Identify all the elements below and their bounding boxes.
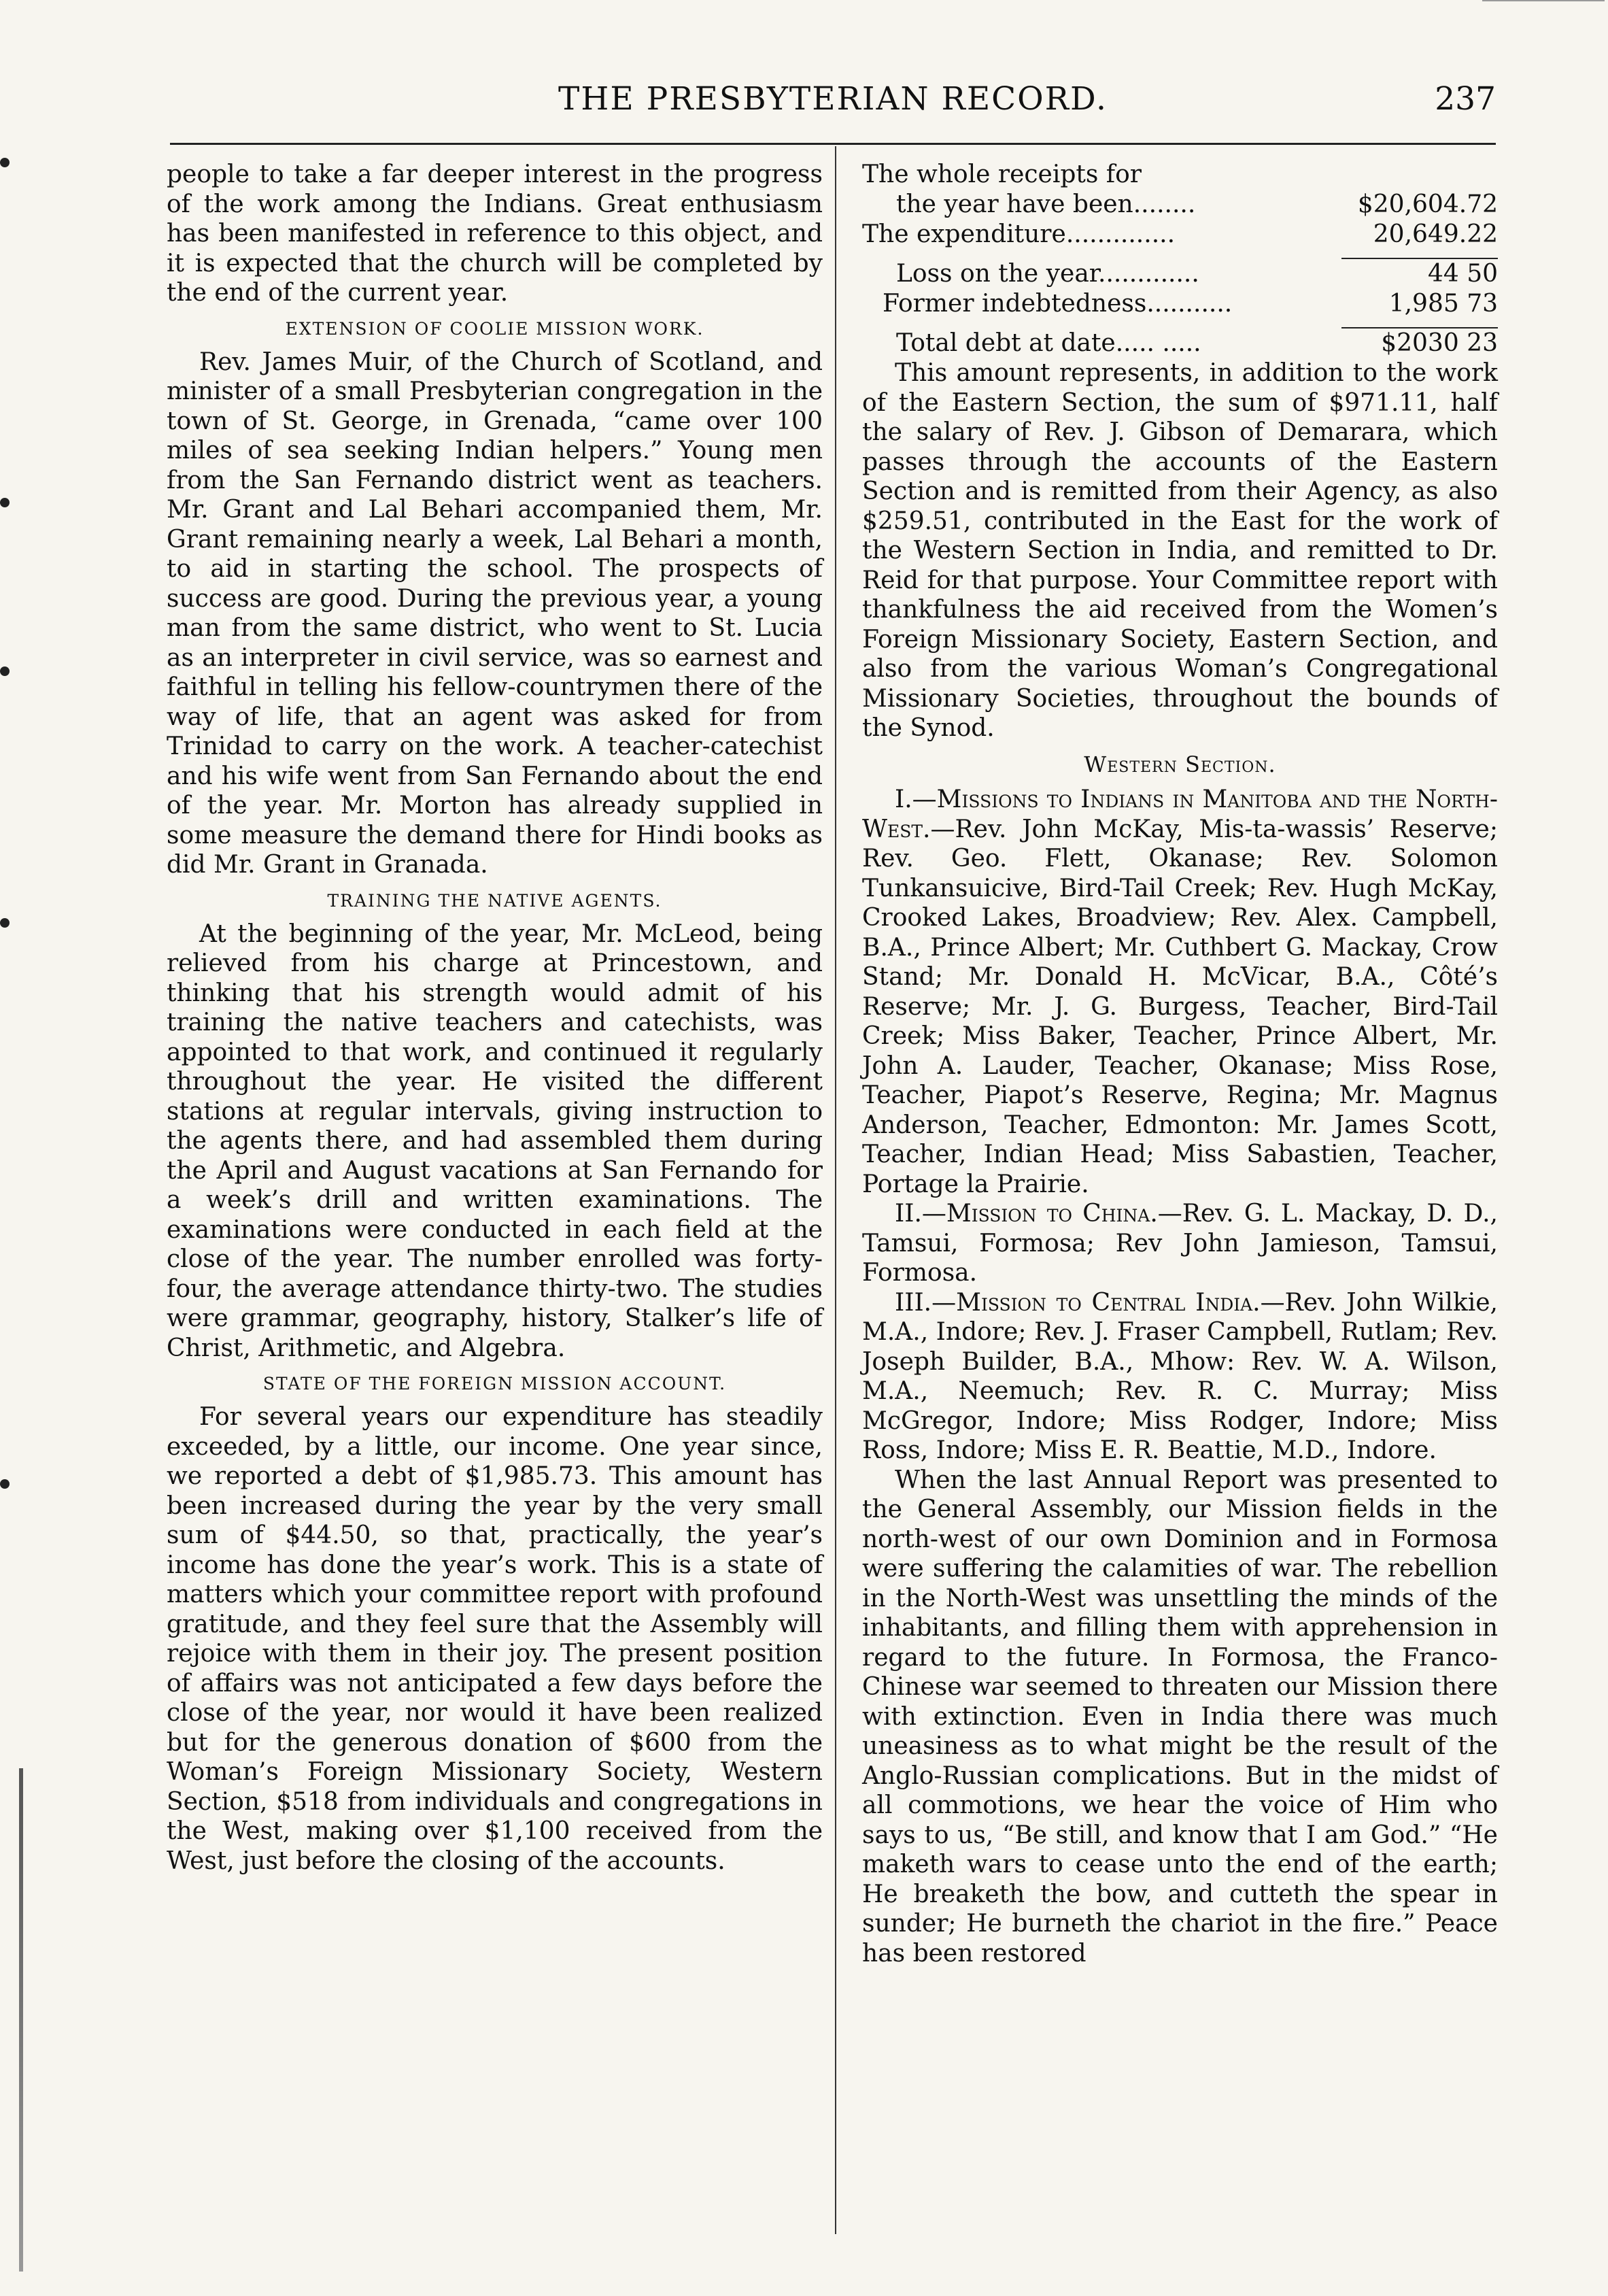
page-number: 237 (1435, 80, 1496, 118)
account-summary-table (862, 160, 1498, 358)
former-indebtedness-label: Former indebtedness........... (883, 290, 1233, 318)
right-column (862, 160, 1498, 1968)
expenditure-label: The expenditure.............. (862, 220, 1176, 248)
account-row (862, 289, 1498, 319)
receipts-label: The whole receipts for (862, 161, 1142, 188)
total-debt-label: Total debt at date..... ..... (896, 329, 1201, 357)
section-heading-training: TRAINING THE NATIVE AGENTS. (327, 890, 662, 911)
paragraph-mission-central-india (862, 1288, 1498, 1466)
margin-dot (0, 498, 10, 507)
journal-title: THE PRESBYTERIAN RECORD. (558, 80, 1108, 118)
mission-china-text: —Rev. G. L. Mackay, D. D., Tamsui, Formosa; Rev John Jamieson, Tamsui, Formosa. (862, 1200, 1498, 1287)
section-heading-account-state: STATE OF THE FOREIGN MISSION ACCOUNT. (262, 1374, 727, 1394)
missions-indians-text: —Rev. John McKay, Mis-ta-wassis’ Reserve; Rev. Geo. Flett, Okanase; Rev. Solomon Tunkansuicive, Bird-Tail Creek; Rev. Hugh McKay, Crooked Lakes, Broadview; Rev. Alex. Campbell, B.A., Prince Albert; Mr. Cuthbert G. Mackay, Crow Stand; Mr. Donald H. McVicar, B.A., Côté’s Reserve; Mr. J. G. Burgess, Teacher, Bird-Tail Creek; Miss Baker, Teacher, Prince Albert, Mr. John A. Lauder, Teacher, Okanase; Miss Rose, Teacher, Piapot’s Reserve, Regina; Mr. Magnus Anderson, Teacher, Edmonton: Mr. James Scott, Teacher, Indian Head; Miss Sabastien, Teacher, Portage la Prairie. (862, 815, 1498, 1198)
mission-central-india-lead: III.—Mission to Central India. (895, 1288, 1261, 1317)
receipts-amount: $20,604.72 (1357, 190, 1498, 218)
section-heading-western: Western Section. (1084, 751, 1276, 777)
receipts-label-cont: the year have been........ (896, 190, 1196, 218)
account-row (862, 328, 1498, 358)
account-row (862, 259, 1498, 289)
sum-rule (862, 319, 1498, 328)
mission-china-lead: II.—Mission to China. (895, 1200, 1158, 1228)
paragraph-missions-indians (862, 785, 1498, 1199)
paragraph-annual-report: When the last Annual Report was presented to the General Assembly, our Mission fields in the north-west of our own Dominion and in Formosa were suffering the calamities of war. The rebellion in the North-West was unsettling the minds of the inhabitants, and filling them with apprehension in regard to the future. In Formosa, the Franco-Chinese war seemed to threaten our Mission there with extinction. Even in India there was much uneasiness as to what might be the result of the Anglo-Russian complications. But in the midst of all commotions, we hear the voice of Him who says to us, “Be still, and know that I am God.” “He maketh wars to cease unto the end of the earth; He breaketh the bow, and cutteth the spear in sunder; He burneth the chariot in the fire.” Peace has been restored (862, 1466, 1498, 1968)
margin-dot (0, 666, 10, 676)
sum-rule (862, 250, 1498, 259)
paragraph-continuation: people to take a far deeper interest in the progress of the work among the Indians. Great enthusiasm has been manifested in reference to this object, and it is expected that the church will be completed by the end of the current year. (167, 161, 823, 307)
missions-indians-lead: I.—Missions to Indians in Manitoba and the North-West. (862, 786, 1498, 843)
total-debt-amount: $2030 23 (1381, 329, 1498, 357)
mission-central-india-text: —Rev. John Wilkie, M.A., Indore; Rev. J. Fraser Campbell, Rutlam; Rev. Joseph Builder, B.A., Mhow: Rev. W. A. Wilson, M.A., Neemuch; Rev. R. C. Murray; Miss McGregor, Indore; Miss Rodger, Indore; Miss Ross, Indore; Miss E. R. Beattie, M.D., Indore. (862, 1288, 1498, 1464)
page-header (170, 80, 1496, 135)
section-heading-coolie-mission: EXTENSION OF COOLIE MISSION WORK. (285, 318, 704, 339)
loss-amount: 44 50 (1427, 260, 1498, 288)
former-indebtedness-amount: 1,985 73 (1388, 290, 1498, 318)
margin-dot (0, 918, 10, 928)
paragraph-training: At the beginning of the year, Mr. McLeod, being relieved from his charge at Princestown, and thinking that his strength would admit of his training the native teachers and catechists, was appointed to that work, and continued it regularly throughout the year. He visited the different stations at regular intervals, giving instruction to the agents there, and had assembled them during the April and August vacations at San Fernando for a week’s drill and written examinations. The examinations were conducted in each field at the close of the year. The number enrolled was forty-four, the average attendance thirty-two. The studies were grammar, geography, history, Stalker’s life of Christ, Arithmetic, and Algebra. (167, 919, 823, 1362)
loss-label: Loss on the year............. (896, 260, 1199, 288)
account-row (862, 160, 1498, 190)
paragraph-coolie-mission: Rev. James Muir, of the Church of Scotland, and minister of a small Presbyterian congregation in the town of St. George, in Grenada, “came over 100 miles of sea seeking Indian helpers.” Young men from the San Fernando district went as teachers. Mr. Grant and Lal Behari accompanied them, Mr. Grant remaining nearly a week, Lal Behari a month, to aid in starting the school. The prospects of success are good. During the previous year, a young man from the same district, who went to St. Lucia as an interpreter in civil service, was so earnest and faithful in telling his fellow-countrymen there of the way of life, that an agent was asked for from Trinidad to carry on the work. A teacher-catechist and his wife went from San Fernando about the end of the year. Mr. Morton has already supplied in some measure the demand there for Hindi books as did Mr. Grant in Granada. (167, 348, 823, 879)
margin-dot (0, 158, 10, 167)
margin-dot (0, 1479, 10, 1489)
account-row (862, 190, 1498, 220)
paragraph-mission-china (862, 1199, 1498, 1288)
expenditure-amount: 20,649.22 (1373, 220, 1498, 248)
binding-edge-shadow (19, 1768, 23, 2272)
paragraph-amount-represents: This amount represents, in addition to the work of the Eastern Section, the sum of $971.11, half the salary of Rev. J. Gibson of Demarara, which passes through the accounts of the Eastern Section and is remitted from their Agency, as also $259.51, contributed in the East for the work of the Western Section in India, and remitted to Dr. Reid for that purpose. Your Committee report with thankfulness the aid received from the Women’s Foreign Missionary Society, Eastern Section, and also from the various Woman’s Congregational Missionary Societies, throughout the bounds of the Synod. (862, 359, 1498, 742)
account-row (862, 220, 1498, 250)
paragraph-account-state: For several years our expenditure has steadily exceeded, by a little, our income. One year since, we reported a debt of $1,985.73. This amount has been increased during the year by the very small sum of $44.50, so that, practically, the year’s income has done the year’s work. This is a state of matters which your committee report with profound gratitude, and they feel sure that the Assembly will rejoice with them in their joy. The present position of affairs was not anticipated a few days before the close of the year, nor would it have been realized but for the generous donation of $600 from the Woman’s Foreign Missionary Society, Western Section, $518 from individuals and congregations in the West, making over $1,100 received from the West, just before the closing of the accounts. (167, 1403, 823, 1875)
column-divider (835, 146, 836, 2234)
header-rule (170, 143, 1496, 145)
left-column (167, 160, 823, 1876)
page-edge-mark (1482, 0, 1605, 1)
